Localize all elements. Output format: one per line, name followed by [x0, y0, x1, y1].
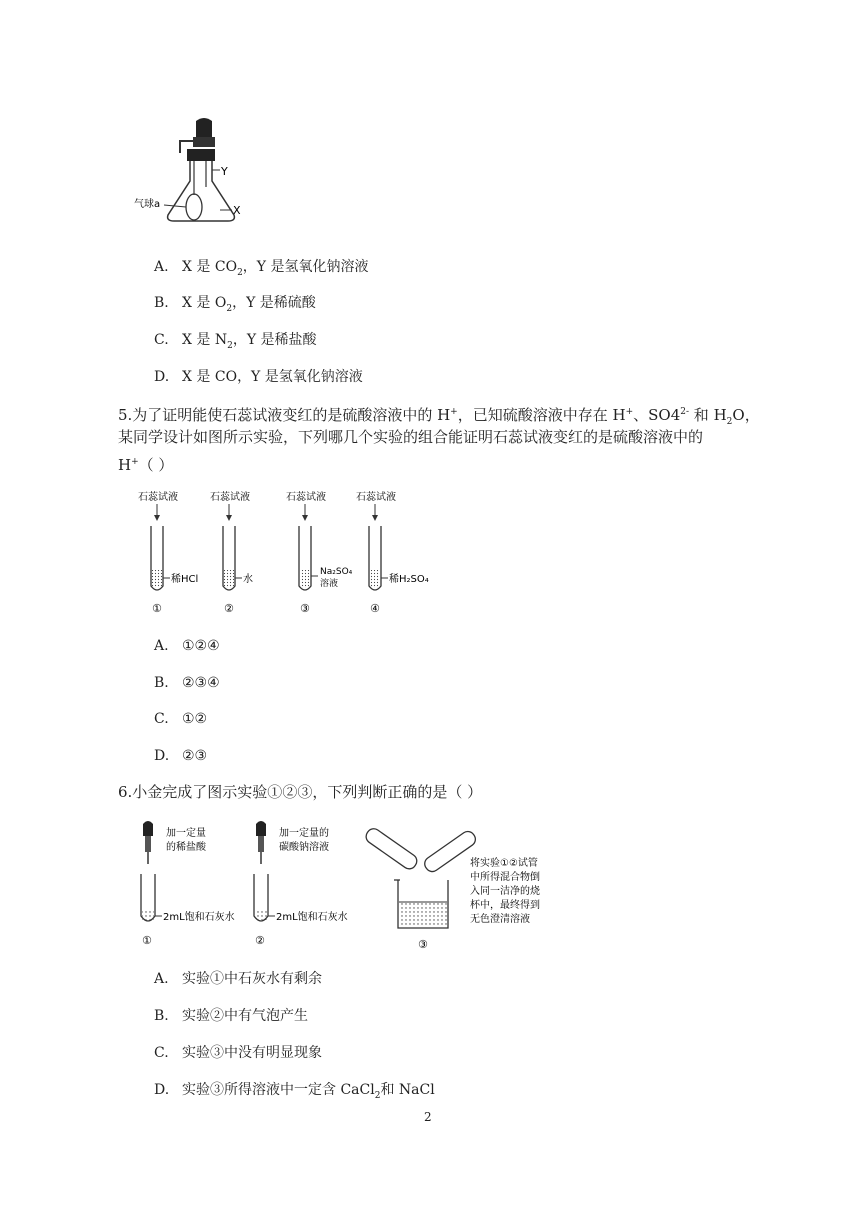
q5-tube-4: [356, 490, 429, 615]
q5-option-a[interactable]: A. ①②④: [154, 638, 220, 654]
q6-t3-num: ③: [418, 938, 428, 951]
q5-option-b[interactable]: B. ②③④: [154, 675, 220, 691]
q6-tube-1: [141, 821, 235, 947]
q4-option-c[interactable]: C. X 是 $N_2$，Y 是稀盐酸: [154, 332, 317, 351]
q6-option-a[interactable]: A. 实验①中石灰水有剩余: [154, 971, 322, 987]
q6-t1-num: ①: [142, 934, 152, 947]
q6-t1-bottom: 2mL饱和石灰水: [163, 912, 235, 923]
q6-t2-line2: 碳酸钠溶液: [279, 842, 329, 853]
q6-tube-2: [254, 821, 348, 947]
tube-1-top-label: 石蕊试液: [138, 492, 178, 503]
q6-t2-bottom: 2mL饱和石灰水: [276, 912, 348, 923]
q5-option-c[interactable]: C. ①②: [154, 711, 208, 727]
q6-experiment-figure: [136, 818, 556, 958]
tube-2-top-label: 石蕊试液: [210, 492, 250, 503]
tube-2-num: ②: [224, 602, 234, 615]
q5-tube-2: [210, 490, 253, 615]
q4-flask-figure: [130, 115, 270, 230]
q4-option-a[interactable]: A. X 是 $CO_2$，Y 是氢氧化钠溶液: [154, 259, 369, 278]
tube-3-liquid-2: 溶液: [320, 579, 339, 589]
q6-beaker: [363, 826, 540, 951]
tube-3-top-label: 石蕊试液: [286, 492, 326, 503]
tube-1-liquid: 稀HCl: [171, 574, 199, 585]
tube-4-top-label: 石蕊试液: [356, 492, 396, 503]
label-y: Y: [221, 165, 228, 178]
q6-t3-line4: 杯中，最终得到: [470, 900, 540, 911]
q6-t2-line1: 加一定量的: [279, 828, 329, 839]
q5-tube-3: [286, 490, 353, 615]
q6-option-b[interactable]: B. 实验②中有气泡产生: [154, 1008, 308, 1024]
q5-stem-line3: H+（ ）: [118, 456, 174, 474]
q5-tube-1: [138, 490, 198, 615]
q4-option-d[interactable]: D. X 是 CO，Y 是氢氧化钠溶液: [154, 369, 363, 385]
q6-stem: 6.小金完成了图示实验①②③，下列判断正确的是（ ）: [118, 783, 483, 801]
q6-t1-line2: 的稀盐酸: [166, 842, 206, 853]
tube-2-liquid: 水: [243, 574, 253, 585]
tube-4-num: ④: [370, 602, 380, 615]
q6-t3-line2: 中所得混合物倒: [470, 872, 540, 883]
tube-4-liquid: 稀H₂SO₄: [389, 574, 429, 585]
q6-t3-line1: 将实验①②试管: [470, 858, 538, 869]
q5-stem-line2: 某同学设计如图所示实验，下列哪几个实验的组合能证明石蕊试液变红的是硫酸溶液中的: [118, 428, 704, 446]
q5-test-tubes-figure: [130, 488, 450, 618]
q6-t2-num: ②: [255, 934, 265, 947]
q6-t1-line1: 加一定量: [166, 828, 206, 839]
q4-option-b[interactable]: B. X 是 $O_2$，Y 是稀硫酸: [154, 295, 316, 314]
label-x: X: [233, 204, 241, 217]
label-balloon: 气球a: [134, 199, 161, 210]
q5-option-d[interactable]: D. ②③: [154, 748, 208, 764]
q6-option-d[interactable]: D. 实验③所得溶液中一定含 CaCl$_2$和 NaCl: [154, 1082, 435, 1101]
q6-option-c[interactable]: C. 实验③中没有明显现象: [154, 1045, 322, 1061]
page-number: 2: [424, 1110, 432, 1124]
q6-t3-line5: 无色澄清溶液: [470, 914, 530, 925]
tube-1-num: ①: [152, 602, 162, 615]
tube-3-liquid: Na₂SO₄: [320, 567, 353, 577]
q6-t3-line3: 入同一洁净的烧: [470, 886, 540, 897]
tube-3-num: ③: [300, 602, 310, 615]
q5-stem-line1: 5.为了证明能使石蕊试液变红的是硫酸溶液中的 H+，已知硫酸溶液中存在 H+、$SO4^{2-}$ 和 $H_2O$，: [118, 406, 760, 427]
